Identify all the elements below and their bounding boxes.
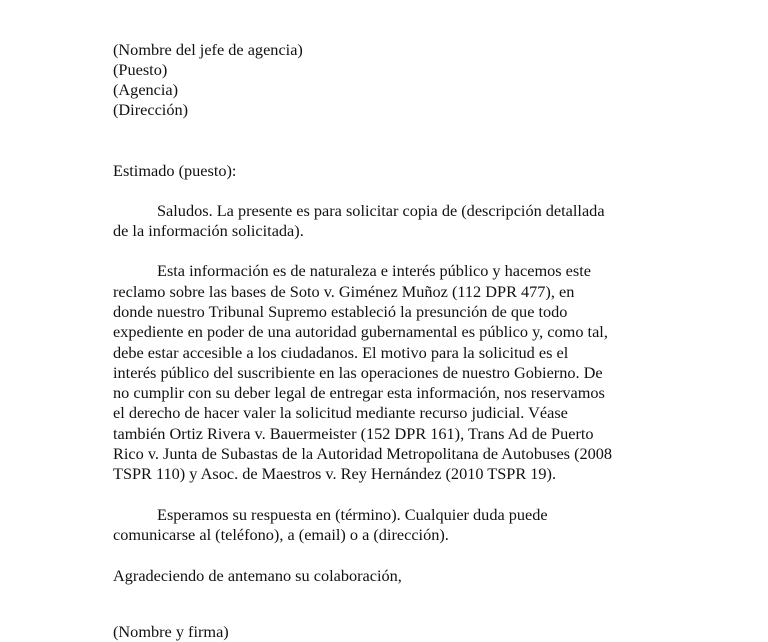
recipient-address: (Dirección) xyxy=(113,100,189,119)
paragraph-2-line: TSPR 110) y Asoc. de Maestros v. Rey Hernández (2010 TSPR 19). xyxy=(113,464,557,483)
paragraph-2-line: Esta información es de naturaleza e interés público y hacemos este xyxy=(157,261,591,280)
signature: (Nombre y firma) xyxy=(113,622,229,641)
paragraph-2-line: el derecho de hacer valer la solicitud mediante recurso judicial. Véase xyxy=(113,403,568,422)
paragraph-2-line: expediente en poder de una autoridad gubernamental es público y, como tal, xyxy=(113,322,608,341)
paragraph-3-line: Esperamos su respuesta en (término). Cualquier duda puede xyxy=(157,505,548,524)
recipient-position: (Puesto) xyxy=(113,60,168,79)
paragraph-2-line: Rico v. Junta de Subastas de la Autoridad Metropolitana de Autobuses (2008 xyxy=(113,444,613,463)
paragraph-3-line: comunicarse al (teléfono), a (email) o a (dirección). xyxy=(113,525,449,544)
paragraph-2-line: no cumplir con su deber legal de entregar esta información, nos reservamos xyxy=(113,383,605,402)
paragraph-2-line: reclamo sobre las bases de Soto v. Giménez Muñoz (112 DPR 477), en xyxy=(113,282,575,301)
closing: Agradeciendo de antemano su colaboración, xyxy=(113,566,402,585)
paragraph-1-line: Saludos. La presente es para solicitar copia de (descripción detallada xyxy=(157,201,605,220)
paragraph-2-line: donde nuestro Tribunal Supremo estableció la presunción de que todo xyxy=(113,302,568,321)
paragraph-2-line: debe estar accesible a los ciudadanos. El motivo para la solicitud es el xyxy=(113,343,569,362)
paragraph-1-line: de la información solicitada). xyxy=(113,221,304,240)
paragraph-2-line: interés público del suscribiente en las operaciones de nuestro Gobierno. De xyxy=(113,363,603,382)
recipient-name: (Nombre del jefe de agencia) xyxy=(113,40,303,59)
salutation: Estimado (puesto): xyxy=(113,161,237,180)
paragraph-2-line: también Ortiz Rivera v. Bauermeister (152 DPR 161), Trans Ad de Puerto xyxy=(113,424,594,443)
recipient-agency: (Agencia) xyxy=(113,80,179,99)
